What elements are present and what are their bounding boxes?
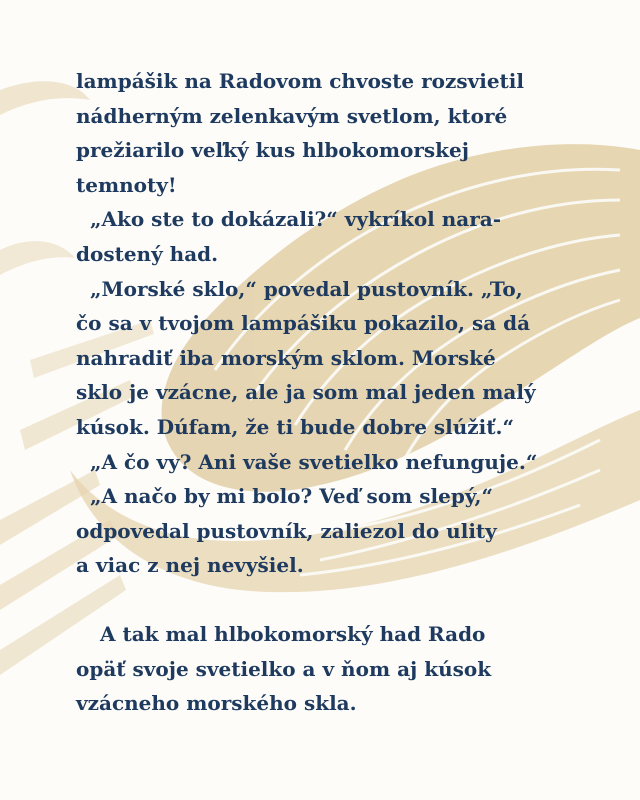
text-line: čo sa v tvojom lampášiku pokazilo, sa dá	[76, 311, 531, 336]
text-line: lampášik na Radovom chvoste rozsvietil	[76, 69, 524, 93]
text-line: „A čo vy? Ani vaše svetielko nefunguje.“	[90, 449, 538, 474]
paragraph	[76, 617, 596, 721]
text-line: „Ako ste to dokázali?“ vykríkol nara-	[90, 207, 502, 232]
text-line: vzácneho morského skla.	[76, 691, 357, 716]
text-line: „Morské sklo,“ povedal pustovník. „To,	[90, 276, 523, 301]
text-line: A tak mal hlbokomorský had Rado	[100, 621, 486, 646]
paragraph	[76, 445, 596, 480]
text-line: prežiarilo veľký kus hlbokomorskej	[76, 138, 469, 163]
text-line: nahradiť iba morským sklom. Morské	[76, 345, 496, 370]
paragraph-gap	[76, 583, 596, 617]
text-line: nádherným zelenkavým svetlom, ktoré	[76, 103, 508, 128]
paragraph	[76, 202, 596, 271]
text-line: temnoty!	[76, 172, 177, 197]
paragraph	[76, 64, 596, 202]
paragraph	[76, 272, 596, 445]
text-line: sklo je vzácne, ale ja som mal jeden malý	[76, 380, 536, 405]
story-text	[76, 64, 596, 721]
text-line: odpovedal pustovník, zaliezol do ulity	[76, 518, 497, 543]
text-line: a viac z nej nevyšiel.	[76, 553, 304, 578]
text-line: kúsok. Dúfam, že ti bude dobre slúžiť.“	[76, 414, 514, 439]
text-line: dostený had.	[76, 241, 219, 266]
text-line: „A načo by mi bolo? Veď som slepý,“	[90, 484, 494, 509]
text-line: opäť svoje svetielko a v ňom aj kúsok	[76, 656, 492, 681]
paragraph	[76, 479, 596, 583]
